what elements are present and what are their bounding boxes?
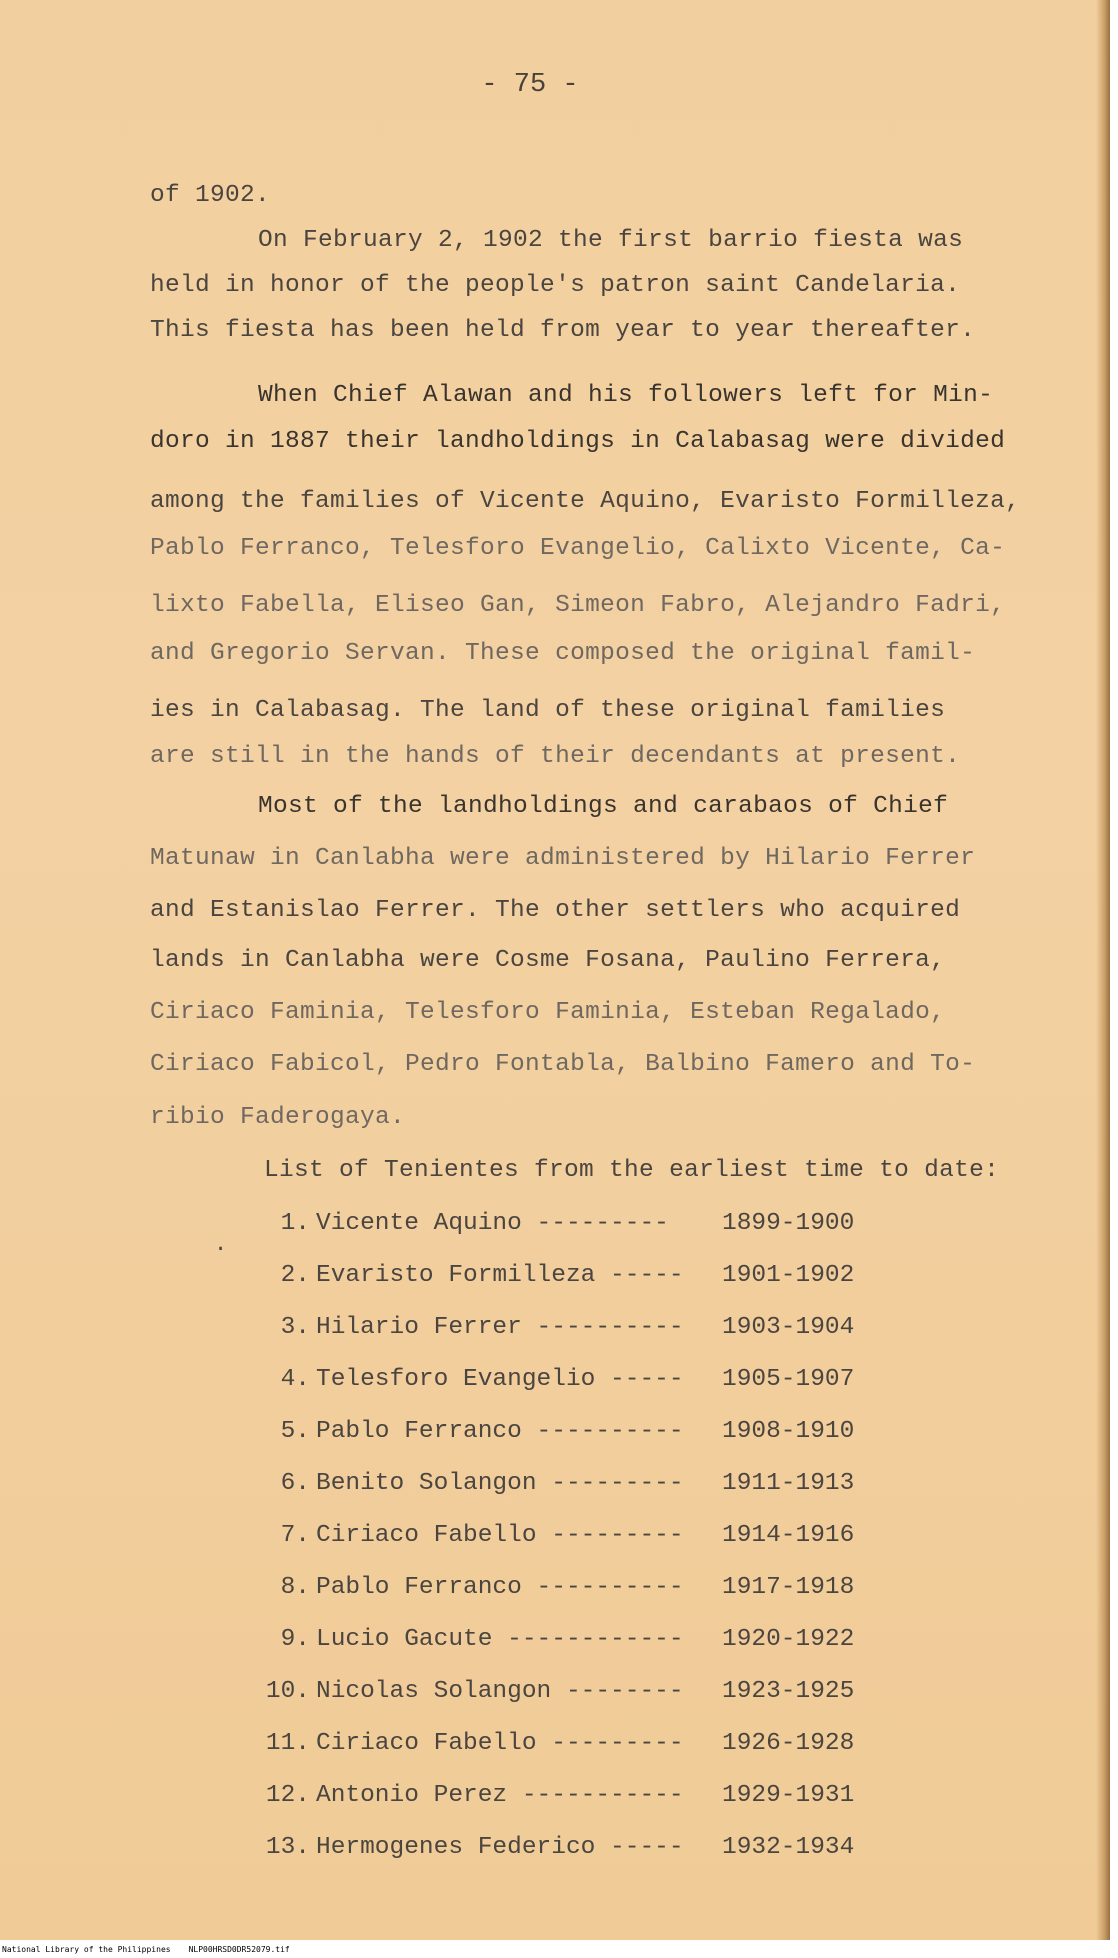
row-number: 3. (280, 1314, 310, 1341)
teniente-name: Nicolas Solangon -------- (316, 1678, 684, 1705)
row-number: 7. (280, 1522, 310, 1549)
term-years: 1908-1910 (722, 1418, 855, 1445)
teniente-name: Pablo Ferranco ---------- (316, 1418, 684, 1445)
text-line: and Estanislao Ferrer. The other settlers who acquired (150, 897, 961, 924)
row-number: 9. (280, 1626, 310, 1653)
text-line: ribio Faderogaya. (150, 1104, 406, 1131)
term-years: 1920-1922 (722, 1626, 855, 1653)
term-years: 1903-1904 (722, 1314, 855, 1341)
text-line: are still in the hands of their decendants at present. (150, 743, 961, 770)
stray-mark: . (214, 1232, 228, 1257)
list-heading: List of Tenientes from the earliest time to date: (264, 1157, 1000, 1184)
text-line: On February 2, 1902 the first barrio fiesta was (258, 227, 964, 254)
teniente-row (264, 1574, 854, 1601)
teniente-row (264, 1730, 854, 1757)
teniente-row (264, 1834, 854, 1861)
teniente-row (264, 1314, 854, 1341)
row-number: 4. (280, 1366, 310, 1393)
teniente-name: Pablo Ferranco ---------- (316, 1574, 684, 1601)
text-line: When Chief Alawan and his followers left for Min- (258, 382, 994, 409)
teniente-row (264, 1678, 854, 1705)
row-number: 13. (265, 1834, 310, 1861)
teniente-name: Ciriaco Fabello --------- (316, 1730, 684, 1757)
file-id: NLP00HRSD0DR52079.tif (188, 1945, 290, 1954)
page-number: - 75 - (481, 70, 579, 100)
term-years: 1911-1913 (722, 1470, 855, 1497)
text-line: Ciriaco Fabicol, Pedro Fontabla, Balbino Famero and To- (150, 1051, 976, 1078)
teniente-name: Ciriaco Fabello --------- (316, 1522, 684, 1549)
row-number: 5. (280, 1418, 310, 1445)
teniente-name: Evaristo Formilleza ----- (316, 1262, 684, 1289)
teniente-row (264, 1418, 854, 1445)
teniente-name: Antonio Perez ----------- (316, 1782, 684, 1809)
term-years: 1905-1907 (722, 1366, 855, 1393)
term-years: 1899-1900 (722, 1210, 855, 1237)
row-number: 6. (280, 1470, 310, 1497)
term-years: 1926-1928 (722, 1730, 855, 1757)
teniente-row (264, 1262, 854, 1289)
scan-footer (0, 1942, 1118, 1958)
teniente-row (264, 1782, 854, 1809)
teniente-row (264, 1522, 854, 1549)
row-number: 2. (280, 1262, 310, 1289)
term-years: 1923-1925 (722, 1678, 855, 1705)
teniente-name: Lucio Gacute ------------ (316, 1626, 684, 1653)
text-line: lixto Fabella, Eliseo Gan, Simeon Fabro, Alejandro Fadri, (150, 592, 1006, 619)
term-years: 1914-1916 (722, 1522, 855, 1549)
row-number: 11. (265, 1730, 310, 1757)
text-line: Ciriaco Faminia, Telesforo Faminia, Esteban Regalado, (150, 999, 946, 1026)
term-years: 1901-1902 (722, 1262, 855, 1289)
teniente-row (264, 1626, 854, 1653)
text-line: This fiesta has been held from year to year thereafter. (150, 317, 976, 344)
row-number: 8. (280, 1574, 310, 1601)
text-line: held in honor of the people's patron saint Candelaria. (150, 272, 961, 299)
row-number: 1. (280, 1210, 310, 1237)
teniente-name: Hermogenes Federico ----- (316, 1834, 684, 1861)
text-line: Most of the landholdings and carabaos of Chief (258, 793, 949, 820)
text-line: and Gregorio Servan. These composed the original famil- (150, 640, 976, 667)
teniente-name: Vicente Aquino --------- (316, 1210, 669, 1237)
teniente-name: Benito Solangon --------- (316, 1470, 684, 1497)
teniente-row (264, 1366, 854, 1393)
teniente-row (264, 1210, 854, 1237)
text-line: among the families of Vicente Aquino, Evaristo Formilleza, (150, 488, 1021, 515)
text-line: ies in Calabasag. The land of these original families (150, 697, 946, 724)
text-line: Matunaw in Canlabha were administered by Hilario Ferrer (150, 845, 976, 872)
row-number: 10. (265, 1678, 310, 1705)
teniente-name: Telesforo Evangelio ----- (316, 1366, 684, 1393)
text-line: Pablo Ferranco, Telesforo Evangelio, Calixto Vicente, Ca- (150, 535, 1006, 562)
teniente-name: Hilario Ferrer ---------- (316, 1314, 684, 1341)
text-line: of 1902. (150, 182, 271, 209)
term-years: 1917-1918 (722, 1574, 855, 1601)
term-years: 1932-1934 (722, 1834, 855, 1861)
library-credit: National Library of the Philippines (2, 1945, 171, 1954)
term-years: 1929-1931 (722, 1782, 855, 1809)
teniente-row (264, 1470, 854, 1497)
text-line: lands in Canlabha were Cosme Fosana, Paulino Ferrera, (150, 947, 946, 974)
row-number: 12. (265, 1782, 310, 1809)
text-line: doro in 1887 their landholdings in Calabasag were divided (150, 428, 1006, 455)
page-edge-shadow (1096, 0, 1110, 1940)
